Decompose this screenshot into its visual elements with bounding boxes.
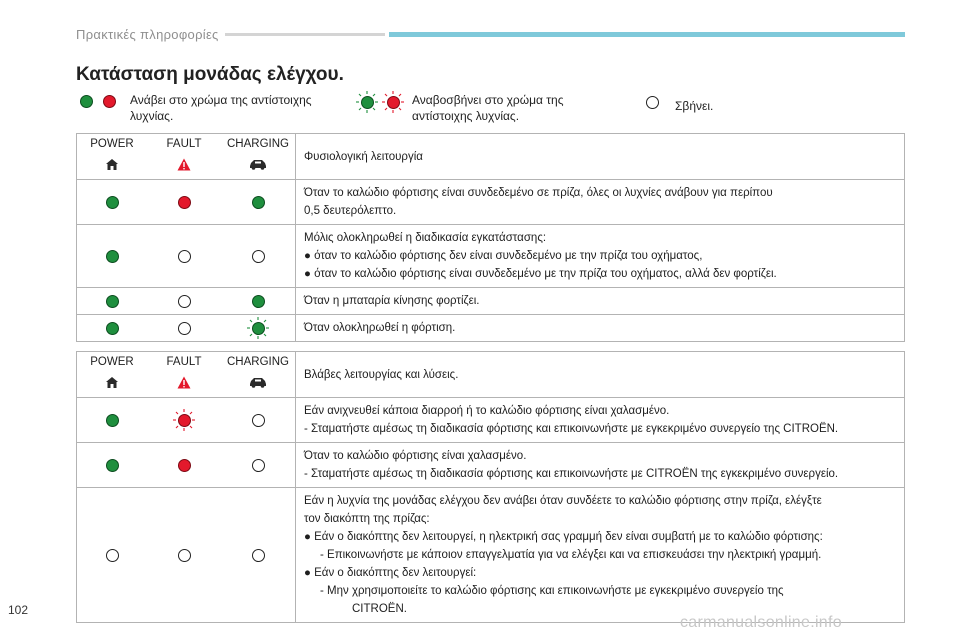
legend-off — [646, 95, 713, 114]
legend-on — [80, 92, 345, 124]
off-lamp-icon — [247, 245, 269, 267]
row-description — [296, 315, 904, 341]
green-lamp-icon — [101, 245, 123, 267]
description-line: - Επικοινωνήστε με κάποιον επαγγελματία για να ελέγξει και να επισκευάσει την ηλεκτρική γραμμή. — [320, 549, 822, 561]
green-lamp-icon — [80, 95, 93, 108]
page-number: 102 — [8, 603, 29, 617]
lamp-states — [77, 191, 295, 213]
off-lamp-icon — [101, 544, 123, 566]
lamp-states — [77, 454, 295, 476]
table-row — [77, 398, 905, 443]
legend-off-text: Σβήνει. — [675, 99, 714, 113]
off-lamp-icon — [247, 544, 269, 566]
red-lamp-icon — [173, 454, 195, 476]
lamp-states — [77, 317, 295, 339]
green-lamp-icon — [101, 409, 123, 431]
column-charging: CHARGING — [227, 356, 289, 368]
faults-table — [76, 351, 905, 623]
table-header-row — [77, 352, 905, 398]
header-rule-grey — [225, 33, 385, 36]
description-line: Μόλις ολοκληρωθεί η διαδικασία εγκατάστασης: — [304, 232, 547, 244]
car-icon — [221, 372, 295, 392]
lamp-states — [77, 245, 295, 267]
table-row — [77, 288, 905, 315]
lamp-states — [77, 409, 295, 431]
description-line: ● Εάν ο διακόπτης δεν λειτουργεί, η ηλεκτρική σας γραμμή δεν είναι συμβατή με το καλώδιο φόρτισης: — [304, 531, 823, 543]
description-line: Όταν η μπαταρία κίνησης φορτίζει. — [304, 295, 480, 307]
legend-blink — [356, 92, 602, 124]
green-lamp-icon — [101, 317, 123, 339]
column-charging: CHARGING — [227, 138, 289, 150]
blinking-red-lamp-icon — [173, 409, 195, 431]
red-lamp-icon — [173, 191, 195, 213]
house-icon — [77, 372, 147, 392]
lamp-states — [77, 290, 295, 312]
blinking-green-lamp-icon — [356, 91, 378, 113]
column-power: POWER — [90, 356, 134, 368]
green-lamp-icon — [101, 454, 123, 476]
lamp-states — [77, 544, 295, 566]
red-lamp-icon — [103, 95, 116, 108]
page-title: Κατάσταση μονάδας ελέγχου. — [76, 64, 344, 85]
row-description — [296, 398, 904, 442]
warning-triangle-icon — [147, 154, 221, 174]
description-line: τον διακόπτη της πρίζας: — [304, 513, 430, 525]
green-lamp-icon — [247, 191, 269, 213]
description-line: Όταν ολοκληρωθεί η φόρτιση. — [304, 322, 456, 334]
off-lamp-icon — [247, 454, 269, 476]
row-description — [296, 225, 904, 287]
table-row — [77, 443, 905, 488]
table-row — [77, 180, 905, 225]
description-line: ● όταν το καλώδιο φόρτισης δεν είναι συνδεδεμένο με την πρίζα του οχήματος, — [304, 250, 703, 262]
watermark: carmanualsonline.info — [680, 614, 842, 631]
section-header: Πρακτικές πληροφορίες — [76, 27, 219, 42]
description-line: ● όταν το καλώδιο φόρτισης είναι συνδεδεμένο με την πρίζα του οχήματος, αλλά δεν φορτίζει. — [304, 268, 777, 280]
blinking-green-lamp-icon — [247, 317, 269, 339]
off-lamp-icon — [646, 96, 659, 109]
description-line: - Σταματήστε αμέσως τη διαδικασία φόρτισης και επικοινωνήστε με εγκεκριμένο συνεργείο της CITROËN. — [304, 423, 839, 435]
table-row — [77, 315, 905, 342]
description-line: ● Εάν ο διακόπτης δεν λειτουργεί: — [304, 567, 477, 579]
description-line: CITROËN. — [352, 603, 407, 615]
car-icon — [221, 154, 295, 174]
warning-triangle-icon — [147, 372, 221, 392]
off-lamp-icon — [173, 317, 195, 339]
row-description — [296, 288, 904, 314]
off-lamp-icon — [173, 544, 195, 566]
description-line: - Μην χρησιμοποιείτε το καλώδιο φόρτισης και επικοινωνήστε με εγκεκριμένο συνεργείο της — [320, 585, 784, 597]
column-fault: FAULT — [166, 356, 202, 368]
description-line: Όταν το καλώδιο φόρτισης είναι χαλασμένο. — [304, 450, 527, 462]
description-line: Εάν η λυχνία της μονάδας ελέγχου δεν ανάβει όταν συνδέετε το καλώδιο φόρτισης στην πρίζα, ελέγξτε — [304, 495, 822, 507]
legend-blink-text: Αναβοσβήνει στο χρώμα της αντίστοιχης λυχνίας. — [412, 93, 564, 123]
table1-heading: Φυσιολογική λειτουργία — [304, 150, 423, 163]
column-fault: FAULT — [166, 138, 202, 150]
table-row — [77, 488, 905, 623]
description-line: Εάν ανιχνευθεί κάποια διαρροή ή το καλώδιο φόρτισης είναι χαλασμένο. — [304, 405, 670, 417]
table-row — [77, 225, 905, 288]
house-icon — [77, 154, 147, 174]
blinking-red-lamp-icon — [382, 91, 404, 113]
off-lamp-icon — [247, 409, 269, 431]
description-line: - Σταματήστε αμέσως τη διαδικασία φόρτισης και επικοινωνήστε με CITROËN της εγκεκριμένο συνεργείο. — [304, 468, 839, 480]
green-lamp-icon — [101, 290, 123, 312]
normal-operation-table — [76, 133, 905, 342]
green-lamp-icon — [247, 290, 269, 312]
header-rule-accent — [389, 32, 905, 37]
off-lamp-icon — [173, 245, 195, 267]
row-description — [296, 488, 904, 622]
legend-on-text: Ανάβει στο χρώμα της αντίστοιχης λυχνίας. — [130, 93, 312, 123]
description-line: 0,5 δευτερόλεπτο. — [304, 205, 397, 217]
green-lamp-icon — [101, 191, 123, 213]
column-power: POWER — [90, 138, 134, 150]
off-lamp-icon — [173, 290, 195, 312]
table2-heading: Βλάβες λειτουργίας και λύσεις. — [304, 368, 459, 381]
row-description — [296, 180, 904, 224]
row-description — [296, 443, 904, 487]
description-line: Όταν το καλώδιο φόρτισης είναι συνδεδεμένο σε πρίζα, όλες οι λυχνίες ανάβουν για περίπου — [304, 187, 773, 199]
table-header-row — [77, 134, 905, 180]
